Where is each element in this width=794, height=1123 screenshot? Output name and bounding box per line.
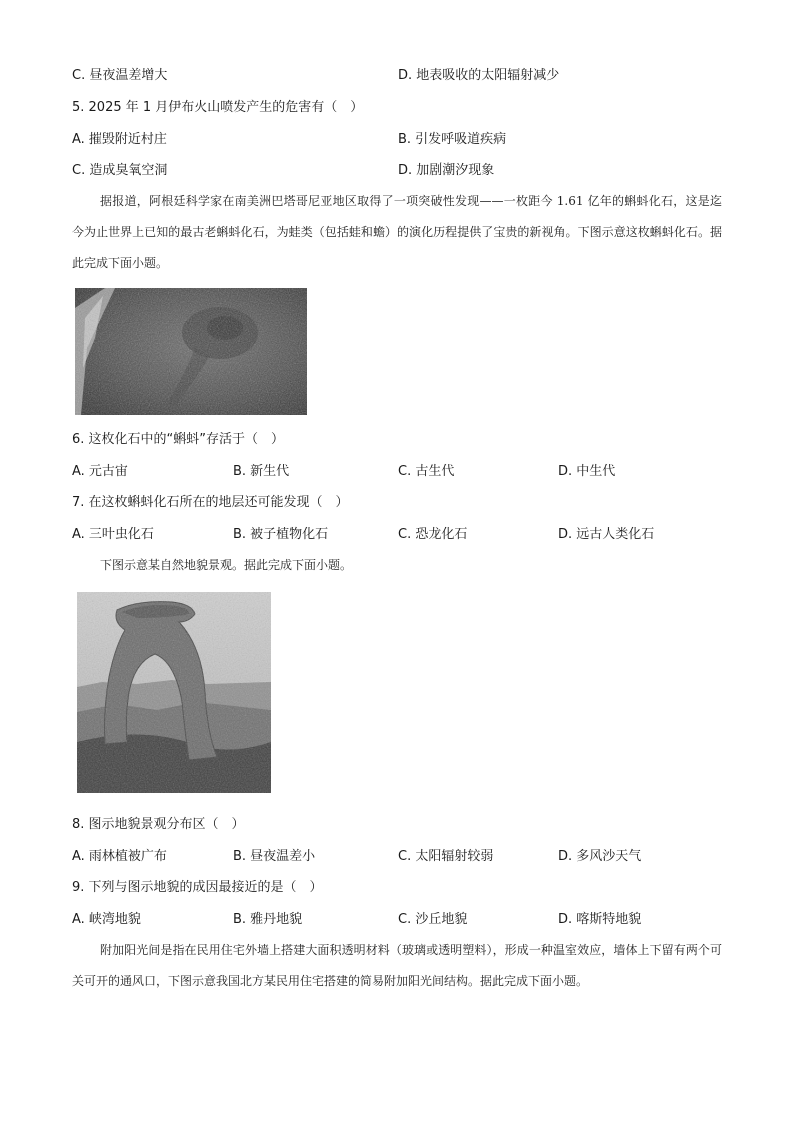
q5-option-c: C. 造成臭氧空洞 — [72, 163, 168, 178]
q7-option-d: D. 远古人类化石 — [558, 527, 655, 542]
tadpole-fossil-drawing — [75, 288, 307, 415]
q8-stem: 8. 图示地貌景观分布区（ ） — [72, 817, 245, 832]
passage-landform: 下图示意某自然地貌景观。据此完成下面小题。 — [100, 558, 353, 572]
q4-option-c: C. 昼夜温差增大 — [72, 68, 168, 83]
q9-option-c: C. 沙丘地貌 — [398, 912, 468, 927]
natural-arch-image — [77, 592, 271, 793]
q9-option-a: A. 峡湾地貌 — [72, 912, 141, 927]
q7-stem: 7. 在这枚蝌蚪化石所在的地层还可能发现（ ） — [72, 495, 349, 510]
q6-option-a: A. 元古宙 — [72, 464, 128, 479]
passage-fossil: 据报道，阿根廷科学家在南美洲巴塔哥尼亚地区取得了一项突破性发现——一枚距今 1.61 亿年的蝌蚪化石，这是迄今为止世界上已知的最古老蝌蚪化石，为蛙类（包括蛙和蟾）的演化历程提供了宝贵的新视角。下图示意这枚蝌蚪化石。据此完成下面小题。 — [72, 194, 722, 270]
q5-option-a: A. 摧毁附近村庄 — [72, 132, 167, 147]
tadpole-fossil-image — [75, 288, 307, 415]
q5-option-b: B. 引发呼吸道疾病 — [398, 132, 507, 147]
q6-option-b: B. 新生代 — [233, 464, 290, 479]
q8-option-d: D. 多风沙天气 — [558, 849, 642, 864]
q9-option-d: D. 喀斯特地貌 — [558, 912, 642, 927]
q7-option-b: B. 被子植物化石 — [233, 527, 329, 542]
q4-option-d: D. 地表吸收的太阳辐射减少 — [398, 68, 560, 83]
q8-option-a: A. 雨林植被广布 — [72, 849, 167, 864]
q7-option-c: C. 恐龙化石 — [398, 527, 468, 542]
q8-option-b: B. 昼夜温差小 — [233, 849, 316, 864]
q6-option-c: C. 古生代 — [398, 464, 455, 479]
q7-option-a: A. 三叶虫化石 — [72, 527, 154, 542]
passage-sunroom: 附加阳光间是指在民用住宅外墙上搭建大面积透明材料（玻璃或透明塑料），形成一种温室效应，墙体上下留有两个可关可开的通风口，下图示意我国北方某民用住宅搭建的简易附加阳光间结构。据此完成下面小题。 — [72, 943, 722, 988]
q6-stem: 6. 这枚化石中的“蝌蚪”存活于（ ） — [72, 432, 285, 447]
q9-option-b: B. 雅丹地貌 — [233, 912, 303, 927]
q9-stem: 9. 下列与图示地貌的成因最接近的是（ ） — [72, 880, 323, 895]
q5-stem: 5. 2025 年 1 月伊布火山喷发产生的危害有（ ） — [72, 100, 364, 115]
q8-option-c: C. 太阳辐射较弱 — [398, 849, 494, 864]
q5-option-d: D. 加剧潮汐现象 — [398, 163, 495, 178]
natural-arch-drawing — [77, 592, 271, 793]
q6-option-d: D. 中生代 — [558, 464, 616, 479]
